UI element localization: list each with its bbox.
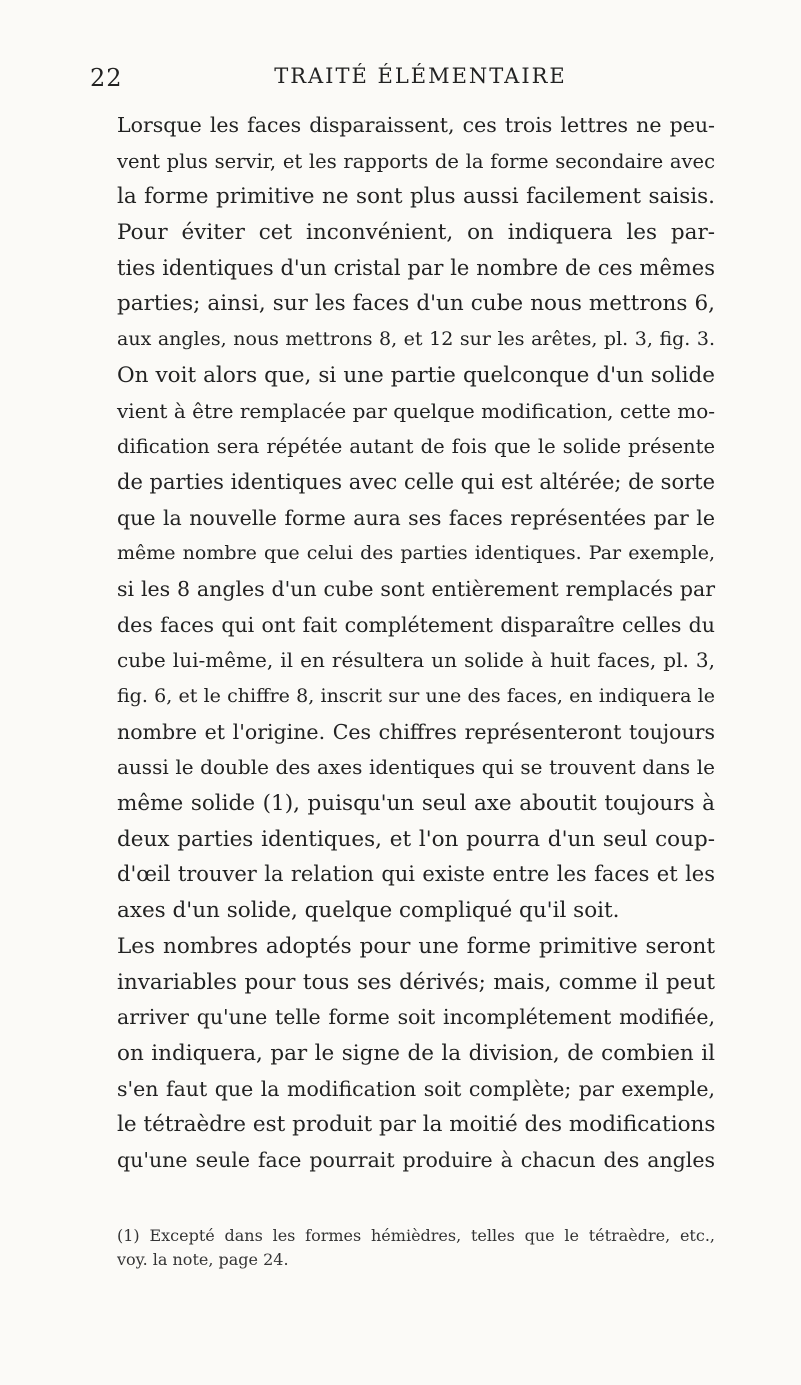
text-line: des faces qui ont fait complétement disparaître celles du (117, 612, 715, 637)
text-line: invariables pour tous ses dérivés; mais, comme il peut (117, 969, 715, 995)
text-line: cube lui-même, il en résultera un solide à huit faces, pl. 3, (117, 648, 715, 673)
text-line: Pour éviter cet inconvénient, on indiquera les par- (117, 220, 715, 246)
footnote-line: (1) Excepté dans les formes hémièdres, telles que le tétraèdre, etc., (117, 1226, 715, 1245)
text-line: axes d'un solide, quelque compliqué qu'il soit. (117, 898, 620, 924)
text-line: arriver qu'une telle forme soit incomplétement modifiée, (117, 1005, 715, 1030)
text-line: nombre et l'origine. Ces chiffres représenteront toujours (117, 719, 715, 744)
footnote-line: voy. la note, page 24. (117, 1250, 289, 1269)
text-line: Lorsque les faces disparaissent, ces trois lettres ne peu- (117, 113, 715, 137)
text-line: même solide (1), puisqu'un seul axe aboutit toujours à (117, 791, 715, 817)
text-line: d'œil trouver la relation qui existe entre les faces et les (117, 862, 715, 887)
text-line: deux parties identiques, et l'on pourra d'un seul coup- (117, 826, 715, 852)
text-line: fig. 6, et le chiffre 8, inscrit sur une des faces, en indiquera le (117, 685, 715, 707)
text-line: aux angles, nous mettrons 8, et 12 sur les arêtes, pl. 3, fig. 3. (117, 328, 715, 351)
footnote (117, 1224, 715, 1272)
text-line: si les 8 angles d'un cube sont entièrement remplacés par (117, 576, 715, 601)
text-line: ties identiques d'un cristal par le nombre de ces mêmes (117, 255, 715, 280)
text-line: aussi le double des axes identiques qui se trouvent dans le (117, 755, 715, 780)
text-line: que la nouvelle forme aura ses faces représentées par le (117, 505, 715, 530)
text-line: On voit alors que, si une partie quelconque d'un solide (117, 362, 715, 388)
running-title: TRAITÉ ÉLÉMENTAIRE (274, 64, 567, 88)
body-text (117, 108, 715, 1179)
running-head (0, 64, 801, 94)
text-line: on indiquera, par le signe de la division, de combien il (117, 1040, 715, 1066)
text-line: vient à être remplacée par quelque modification, cette mo- (117, 398, 715, 423)
text-line: même nombre que celui des parties identiques. Par exemple, (117, 542, 715, 565)
text-line: la forme primitive ne sont plus aussi facilement saisis. (117, 184, 715, 210)
text-line: de parties identiques avec celle qui est altérée; de sorte (117, 469, 715, 494)
text-line: s'en faut que la modification soit complète; par exemple, (117, 1076, 715, 1101)
text-line: qu'une seule face pourrait produire à chacun des angles (117, 1147, 715, 1172)
text-line: dification sera répétée autant de fois que le solide présente (117, 435, 715, 459)
text-line: vent plus servir, et les rapports de la forme secondaire avec (117, 149, 715, 173)
text-line: parties; ainsi, sur les faces d'un cube nous mettrons 6, (117, 291, 715, 317)
page-number: 22 (90, 64, 123, 92)
text-line: Les nombres adoptés pour une forme primitive seront (117, 933, 715, 959)
text-line: le tétraèdre est produit par la moitié des modifications (117, 1112, 716, 1138)
